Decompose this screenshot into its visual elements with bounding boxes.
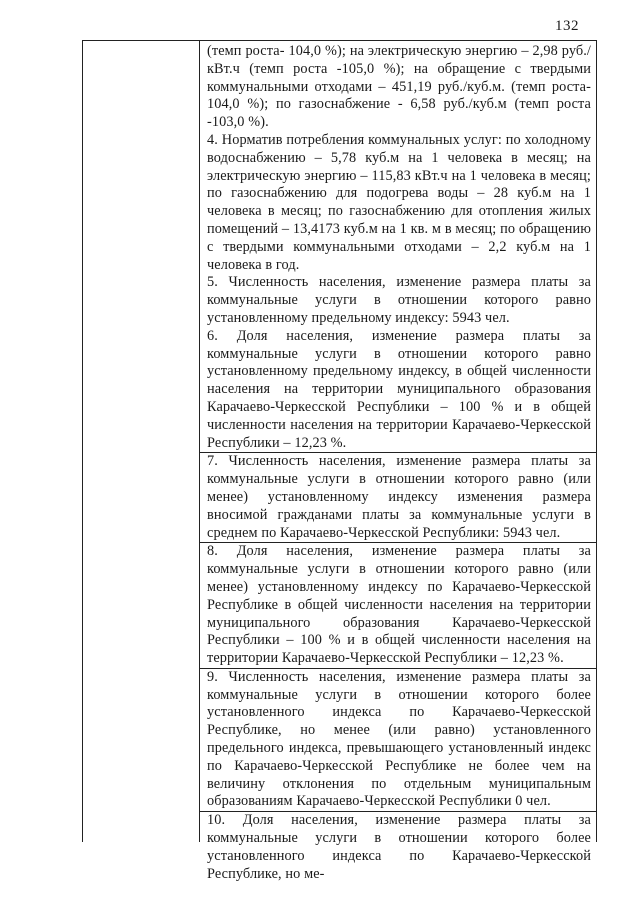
paragraph-population-above-index: 9. Численность населения, изменение размера платы за коммунальные услуги в отношении которого более установленного индекса по Карачаево-Черкесской Республике, но менее (или равно) установленного предельного индекса, превышающего установленный индекс по Карачаево-Черкесской Республике не более чем на величину отклонения по отдельным муниципальным образованиям Карачаево-Черкесской Республики 0 чел. [207,668,591,810]
paragraph-tariff-growth: (темп роста- 104,0 %); на электрическую энергию – 2,98 руб./кВт.ч (темп роста -105,0 %); на обращение с твердыми коммунальными отходами – 451,19 руб./куб.м. (темп роста- 104,0 %); по газоснабжение - 6,58 руб./куб.м (темп роста -103,0 %). [207,43,591,131]
paragraph-share-equal-average: 8. Доля населения, изменение размера платы за коммунальные услуги в отношении которого равно (или менее) установленному индексу по Карачаево-Черкесской Республике в общей численности населения на территории муниципального образования Карачаево-Черкесской Республики – 100 % и в общей численности населения на территории Карачаево-Черкесской Республики – 12,23 %. [207,543,591,667]
document-table [82,40,597,882]
paragraph-population-equal-limit: 5. Численность населения, изменение размера платы за коммунальные услуги в отношении которого равно установленному предельному индексу: 5943 чел. [207,274,591,326]
paragraph-share-above-index: 10. Доля населения, изменение размера платы за коммунальные услуги в отношении которого более установленного индекса по Карачаево-Черкесской Республике, но ме- [207,812,591,882]
paragraph-population-equal-average: 7. Численность населения, изменение размера платы за коммунальные услуги в отношении которого равно (или менее) установленному индексу изменения размера вносимой гражданами платы за коммунальные услуги в среднем по Карачаево-Черкесской Республики: 5943 чел. [207,453,591,541]
page-number: 132 [555,18,579,34]
column-divider [199,41,200,842]
content-cell [207,43,591,883]
paragraph-share-equal-limit: 6. Доля населения, изменение размера платы за коммунальные услуги в отношении которого равно установленному предельному индексу, в общей численности населения на территории муниципального образования Карачаево-Черкесской Республики – 100 % и в общей численности населения на территории Карачаево-Черкесской Республики – 12,23 %. [207,327,591,451]
paragraph-consumption-norms: 4. Норматив потребления коммунальных услуг: по холодному водоснабжению – 5,78 куб.м на 1 человека в месяц; на электрическую энергию – 115,83 кВт.ч на 1 человека в месяц; по газоснабжению для подогрева воды – 28 куб.м на 1 человека в месяц; по газоснабжению для отопления жилых помещений – 13,4173 куб.м на 1 кв. м в месяц; по обращению с твердыми коммунальными отходами – 2,2 куб.м на 1 человека в год. [207,131,591,273]
